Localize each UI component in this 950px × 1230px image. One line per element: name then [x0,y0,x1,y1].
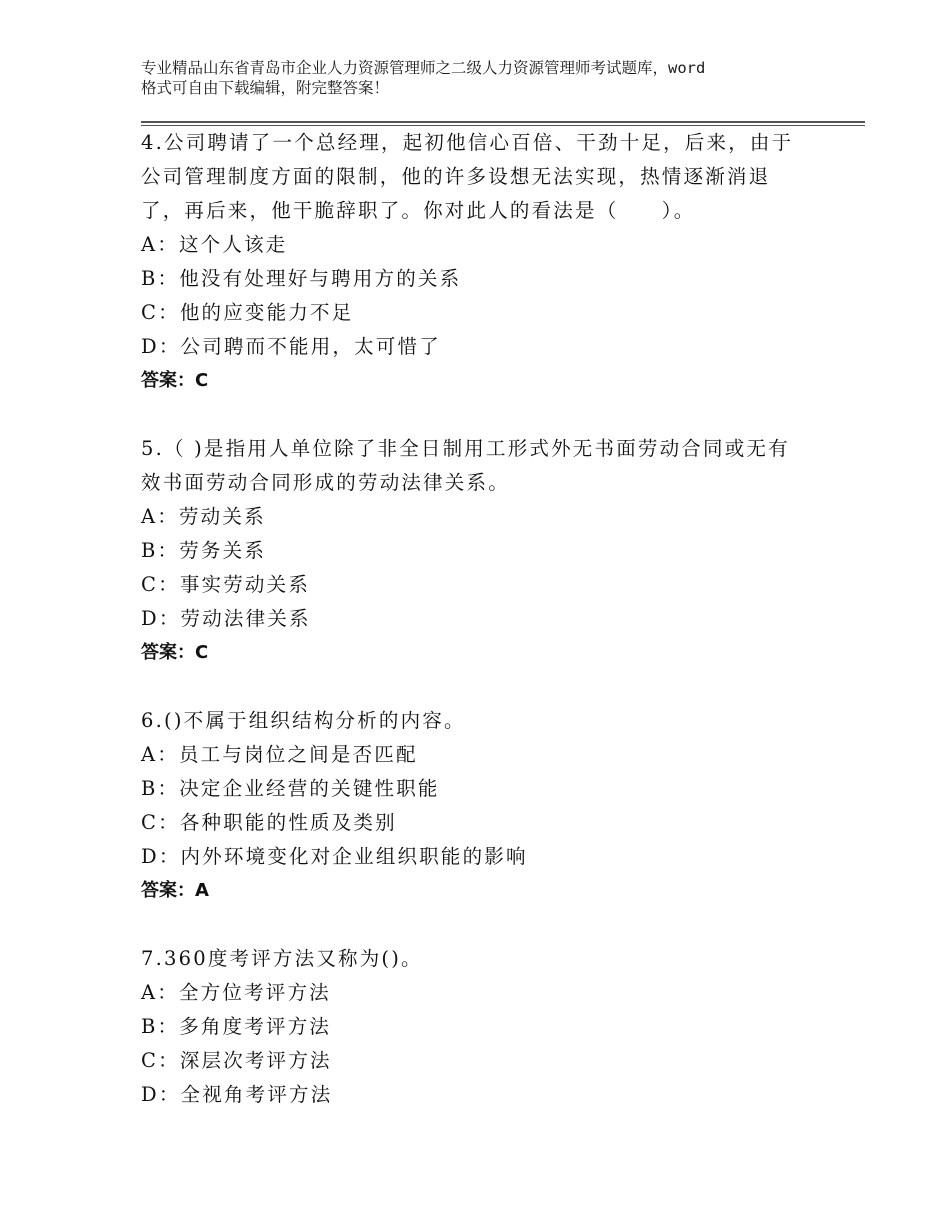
question-text-line: 公司管理制度方面的限制，他的许多设想无法实现，热情逐渐消退 [141,165,771,188]
question-5 [141,432,865,670]
option-d: D：公司聘而不能用，太可惜了 [141,335,441,358]
header-line-1: 专业精品山东省青岛市企业人力资源管理师之二级人力资源管理师考试题库，word [141,59,706,77]
question-text-line: 5.（ )是指用人单位除了非全日制用工形式外无书面劳动合同或无有 [141,437,790,460]
option-a: A：员工与岗位之间是否匹配 [141,743,418,766]
question-list [141,126,865,1146]
question-text-line: 了，再后来，他干脆辞职了。你对此人的看法是（ ）。 [141,199,696,222]
option-b: B：决定企业经营的关键性职能 [141,777,440,800]
document-header [141,58,861,98]
option-d: D：全视角考评方法 [141,1083,333,1106]
option-c: C：深层次考评方法 [141,1049,332,1072]
option-a: A：劳动关系 [141,505,266,528]
question-4 [141,126,865,398]
question-6 [141,704,865,908]
option-d: D：劳动法律关系 [141,607,311,630]
option-b: B：劳务关系 [141,539,267,562]
option-a: A：全方位考评方法 [141,981,331,1004]
option-c: C：他的应变能力不足 [141,301,354,324]
option-d: D：内外环境变化对企业组织职能的影响 [141,845,528,868]
header-line-2: 格式可自由下载编辑，附完整答案！ [141,79,390,97]
option-c: C：事实劳动关系 [141,573,311,596]
question-text-line: 4.公司聘请了一个总经理，起初他信心百倍、干劲十足，后来，由于 [141,131,794,154]
option-b: B：多角度考评方法 [141,1015,332,1038]
answer-label: 答案：C [141,642,209,663]
question-text-line: 效书面劳动合同形成的劳动法律关系。 [141,471,510,494]
question-text-line: 6.()不属于组织结构分析的内容。 [141,709,466,732]
question-7 [141,942,865,1112]
answer-label: 答案：A [141,880,209,901]
option-a: A：这个人该走 [141,233,288,256]
option-b: B：他没有处理好与聘用方的关系 [141,267,462,290]
header-divider-thick [141,121,865,123]
question-text-line: 7.360度考评方法又称为()。 [141,947,423,970]
option-c: C：各种职能的性质及类别 [141,811,397,834]
answer-label: 答案：C [141,370,209,391]
